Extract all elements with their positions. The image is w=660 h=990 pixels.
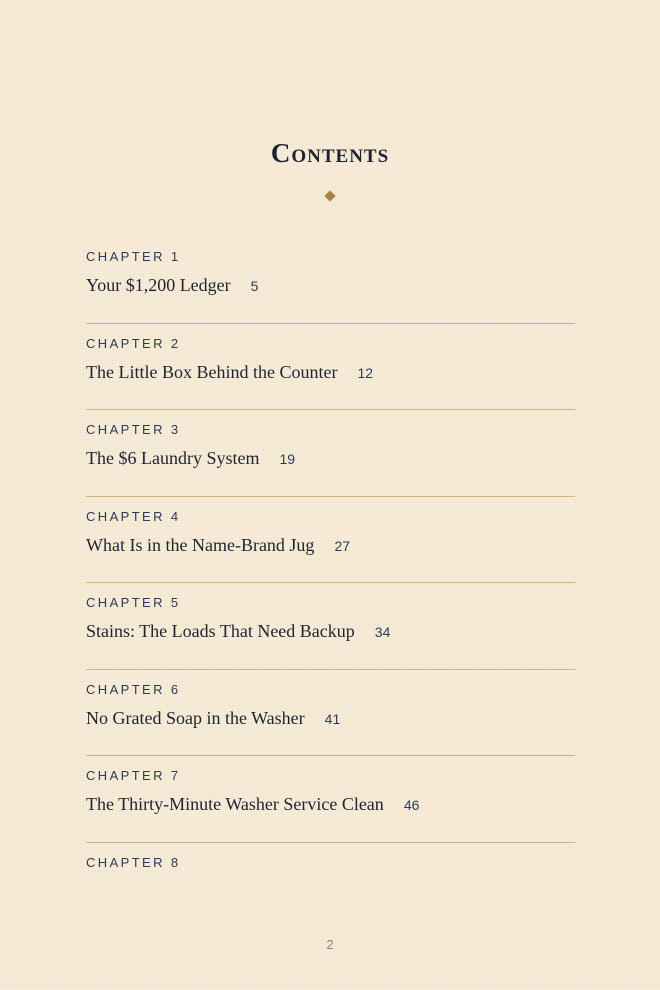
chapter-title[interactable]: The Thirty-Minute Washer Service Clean — [86, 794, 384, 814]
page-number-footer: 2 — [326, 937, 334, 952]
toc-entry-chapter-1[interactable] — [86, 237, 575, 324]
chapter-title[interactable]: The Little Box Behind the Counter — [86, 361, 338, 382]
page-number[interactable]: 46 — [403, 797, 420, 813]
diamond-icon — [324, 190, 336, 202]
chapter-label: CHAPTER 8 — [86, 854, 181, 870]
chapter-label: CHAPTER 6 — [86, 681, 181, 697]
toc-entry-chapter-6[interactable] — [86, 670, 575, 757]
page-number[interactable]: 41 — [324, 710, 341, 727]
page-number[interactable]: 12 — [357, 364, 374, 381]
chapter-title[interactable]: Your $1,200 Ledger — [86, 275, 231, 295]
toc-entry-row — [86, 620, 390, 644]
page-number[interactable]: 27 — [334, 537, 351, 554]
chapter-title[interactable]: The $6 Laundry System — [86, 448, 260, 468]
toc-entry-row — [86, 361, 373, 385]
page-number[interactable]: 5 — [250, 278, 259, 294]
toc-entry-chapter-4[interactable] — [86, 497, 575, 584]
toc-entry-chapter-2[interactable] — [86, 324, 575, 411]
chapter-label: CHAPTER 1 — [86, 249, 181, 264]
chapter-label: CHAPTER 7 — [86, 768, 181, 783]
toc-entry-row — [86, 707, 340, 731]
toc-entry-row — [86, 534, 350, 558]
toc-entry-row — [86, 274, 258, 298]
page-number[interactable]: 34 — [374, 624, 391, 640]
chapter-title[interactable]: Stains: The Loads That Need Backup — [86, 621, 355, 641]
chapter-title[interactable]: What Is in the Name-Brand Jug — [86, 534, 315, 555]
chapter-label: CHAPTER 3 — [86, 422, 181, 437]
toc-entry-chapter-3[interactable] — [86, 410, 575, 497]
page-title: Contents — [270, 138, 390, 168]
toc-entry-chapter-5[interactable] — [86, 583, 575, 670]
toc-entry-row — [86, 793, 419, 817]
chapter-label: CHAPTER 5 — [86, 595, 181, 610]
table-of-contents — [86, 237, 575, 929]
chapter-title[interactable]: No Grated Soap in the Washer — [86, 707, 305, 728]
toc-entry-row — [86, 447, 295, 471]
page-number[interactable]: 19 — [279, 451, 296, 467]
chapter-label: CHAPTER 2 — [86, 335, 181, 351]
chapter-label: CHAPTER 4 — [86, 508, 181, 524]
toc-entry-chapter-8[interactable] — [86, 843, 575, 930]
toc-entry-chapter-7[interactable] — [86, 756, 575, 843]
